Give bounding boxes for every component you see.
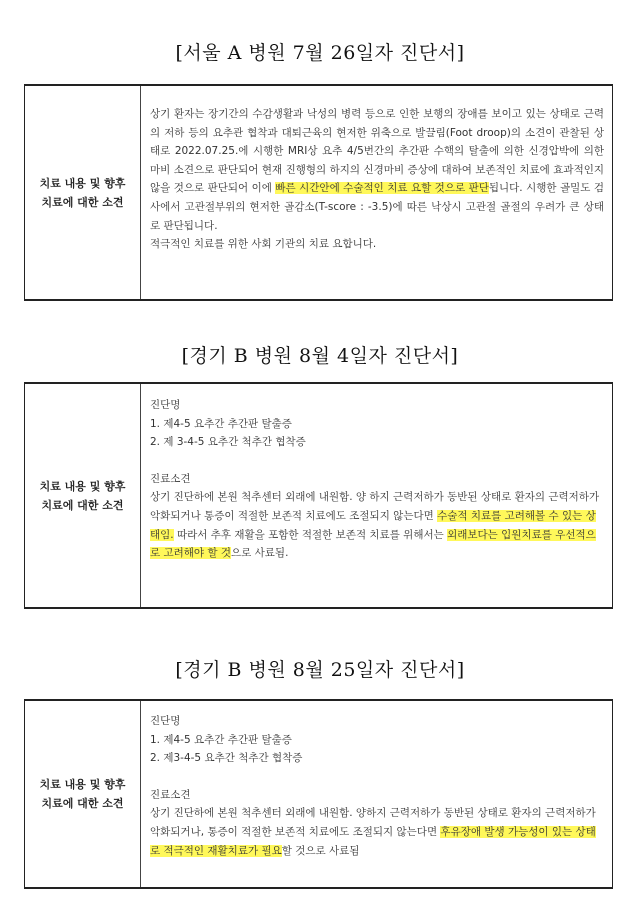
opinion-paragraph — [150, 804, 604, 860]
label-line-1: 치료 내용 및 향후 — [39, 176, 126, 190]
diagnosis-item-1: 1. 제4-5 요추간 추간판 탈출증 — [150, 733, 292, 746]
opinion-label — [25, 86, 141, 299]
diagnosis-table-gyeonggi-b-0825 — [24, 699, 613, 889]
label-line-1: 치료 내용 및 향후 — [39, 479, 126, 493]
label-line-2: 치료에 대한 소견 — [41, 498, 124, 512]
opinion-paragraph — [150, 105, 604, 235]
opinion-label — [25, 701, 141, 887]
opinion-text: 상기 진단하에 본원 척추센터 외래에 내원함. 양 하지 근력저하가 동반된 상태로 환자의 근력저하가 악화되거나 통증이 적절한 보존적 치료에도 조절되지 않는다면 — [150, 491, 600, 522]
highlighted-text: 빠른 시간안에 수술적인 치료 요할 것으로 판단 — [275, 182, 489, 195]
highlighted-text: 수술적 치료를 고려해볼 수 있는 상태임. — [150, 509, 596, 541]
opinion-paragraph — [150, 488, 604, 562]
section-title-seoul-a-0726: [서울 A 병원 7월 26일자 진단서] — [175, 42, 465, 64]
diagnosis-heading: 진단명 — [150, 715, 181, 727]
highlighted-text: 외래보다는 입원치료를 우선적으로 고려해야 할 것 — [150, 528, 596, 560]
opinion-text: 으로 사료됨. — [231, 547, 289, 560]
opinion-text: 상기 진단하에 본원 척추센터 외래에 내원함. 양하지 근력저하가 동반된 상태로 환자의 근력저하가 악화되거나, 통증이 적절한 보존적 치료에도 조절되지 않는다면 — [150, 807, 596, 838]
opinion-content — [141, 86, 612, 299]
diagnosis-table-seoul-a — [24, 84, 613, 301]
diagnosis-item-1: 1. 제4-5 요추간 추간판 탈출증 — [150, 417, 292, 430]
opinion-heading: 진료소견 — [150, 788, 191, 801]
opinion-text: 상기 환자는 장기간의 수감생활과 낙성의 병력 등으로 인한 보행의 장애를 보이고 있는 상태로 근력의 저하 등의 요추관 협착과 대퇴근육의 현저한 위축으로 발끌림(Foot droop)의 소견이 관찰된 상태로 2022.07.25.에 시행한 MRI상 요추 4/5번간의 추간판 수핵의 탈출에 의한 신경압박에 의한 마비 소견으로 판단되어 현재 진행형의 하지의 신경마비 증상에 대하여 보존적인 치료에 효과적인지 않을 것으로 판단되어 이에 — [150, 108, 604, 195]
opinion-label — [25, 384, 141, 607]
opinion-paragraph-2: 적극적인 치료를 위한 사회 기관의 치료 요합니다. — [150, 238, 377, 251]
label-line-2: 치료에 대한 소견 — [41, 195, 124, 209]
opinion-heading: 진료소견 — [150, 472, 191, 485]
opinion-text: 할 것으로 사료됨 — [281, 844, 360, 857]
spacer — [150, 768, 604, 786]
diagnosis-item-2: 2. 제3-4-5 요추간 척추간 협착증 — [150, 752, 303, 765]
section-title-gyeonggi-b-0804: [경기 B 병원 8월 4일자 진단서] — [181, 345, 459, 367]
opinion-text: 됩니다. 시행한 골밀도 검사에서 고관절부위의 현저한 골감소(T-score : -3.5)에 따른 낙상시 고관절 골절의 우려가 큰 상태로 판단됩니다. — [150, 182, 604, 232]
diagnosis-heading: 진단명 — [150, 399, 181, 411]
diagnosis-item-2: 2. 제 3-4-5 요추간 척추간 협착증 — [150, 436, 306, 449]
opinion-text: 따라서 추후 재활을 포함한 적절한 보존적 치료를 위해서는 — [173, 528, 448, 541]
label-line-1: 치료 내용 및 향후 — [39, 778, 126, 791]
opinion-content — [141, 384, 612, 607]
label-line-2: 치료에 대한 소견 — [41, 797, 124, 810]
section-title-gyeonggi-b-0825: [경기 B 병원 8월 25일자 진단서] — [175, 659, 465, 681]
opinion-content — [141, 701, 612, 887]
highlighted-text: 후유장애 발생 가능성이 있는 상태로 적극적인 재활치료가 필요 — [150, 825, 596, 857]
spacer — [150, 452, 604, 470]
diagnosis-table-gyeonggi-b-0804 — [24, 382, 613, 609]
